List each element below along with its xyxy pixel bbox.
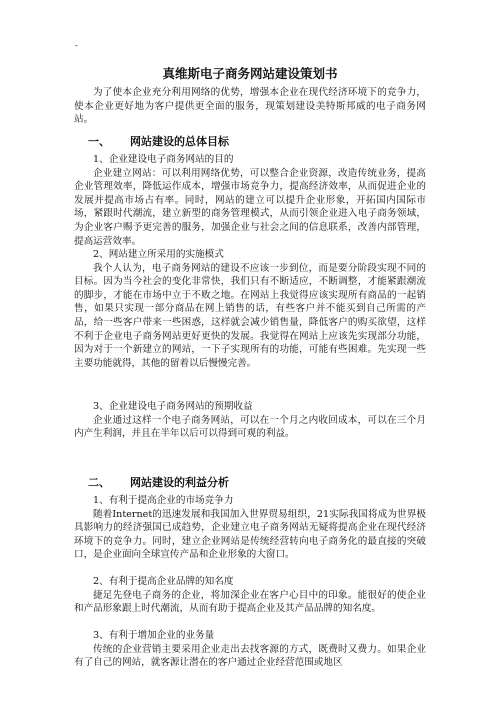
- subsection-2-1: [74, 494, 426, 562]
- subsection-1-3: [74, 400, 426, 441]
- subsection-text: 我个人认为，电子商务网站的建设不应该一步到位，而是要分阶段实现不同的目标。因为当今社会的变化非常快，我们只有不断适应，不断调整，才能紧跟潮流的脚步，才能在市场中立于不败之地。在网站上我觉得应该实现所有商品的一起销售，如果只实现一部分商品在网上销售的话，有些客户并不能买到自己所需的产品，给一些客户带来一些困惑，这样就会减少销售量，降低客户的购买欲望，这样不利于企业电子商务网站更好更快的发展。我觉得在网站上应该先实现部分功能，因为对于一个新建立的网站，一下子实现所有的功能，可能有些困难。先实现一些主要功能就得，其他的留着以后慢慢完善。: [74, 262, 426, 369]
- intro-block: [74, 86, 426, 127]
- section-title: 网站建设的利益分析: [130, 476, 229, 489]
- subsection-label: 1、有利于提高企业的市场竞争力: [93, 495, 234, 506]
- subsection-text: 企业建立网站：可以利用网络优势，可以整合企业资源，改造传统业务，提高企业管理效率，降低运作成本，增强市场竞争力，提高经济效率，从而促进企业的发展并提高市场占有率。同时，网站的建立可以提升企业形象，开拓国内国际市场，紧跟时代潮流，建立新型的商务管理模式，从而引领企业进入电子商务领域，为企业客户赐予更完善的服务，加强企业与社会之间的信息联系，改善内部管理，提高运营效率。: [74, 167, 426, 247]
- subsection-label: 2、网站建立所采用的实施模式: [93, 249, 224, 260]
- section-number: 二、: [88, 476, 110, 489]
- subsection-text: 传统的企业营销主要采用企业走出去找客源的方式，既费时又费力。如果企业有了自己的网站，就客源让潜在的客户通过企业经营范围或地区: [74, 643, 426, 669]
- section-heading: [74, 476, 426, 490]
- subsection-2-3: [74, 629, 426, 670]
- subsection-label: 2、有利于提高企业品牌的知名度: [93, 576, 234, 587]
- section-2: [74, 476, 426, 490]
- subsection-label: 3、企业建设电子商务网站的预期收益: [93, 401, 253, 412]
- subsection-2-2: [74, 575, 426, 616]
- document-title: 真维斯电子商务网站建设策划书: [162, 66, 338, 81]
- section-heading: [74, 135, 426, 149]
- page-marker: -: [75, 41, 78, 50]
- subsection-text: 企业通过这样一个电子商务网站，可以在一个月之内收回成本，可以在三个月内产生利润，并且在半年以后可以得到可观的利益。: [74, 414, 426, 440]
- subsection-label: 1、企业建设电子商务网站的目的: [93, 154, 234, 165]
- section-title: 网站建设的总体目标: [130, 135, 229, 148]
- section-1: [74, 135, 426, 149]
- subsection-text: 捷足先登电子商务的企业，将加深企业在客户心目中的印象。能很好的使企业和产品形象跟上时代潮流，从而有助于提高企业及其产品品牌的知名度。: [74, 589, 426, 615]
- subsection-1-1: [74, 153, 426, 248]
- section-number: 一、: [88, 135, 110, 148]
- subsection-label: 3、有利于增加企业的业务量: [93, 630, 215, 641]
- subsection-1-2: [74, 248, 426, 370]
- subsection-text: 随着Internet的迅速发展和我国加入世界贸易组织，21实际我国将成为世界极具影响力的经济强国已成趋势，企业建立电子商务网站无疑将提高企业在现代经济环境下的竞争力。同时，建立企业网站是传统经营转向电子商务化的最直接的突破口，是企业面向全球宣传产品和企业形象的大窗口。: [74, 508, 426, 561]
- intro-paragraph: 为了使本企业充分利用网络的优势，增强本企业在现代经济环境下的竞争力，使本企业更好地为客户提供更全面的服务，现策划建设美特斯邦威的电子商务网站。: [74, 87, 426, 126]
